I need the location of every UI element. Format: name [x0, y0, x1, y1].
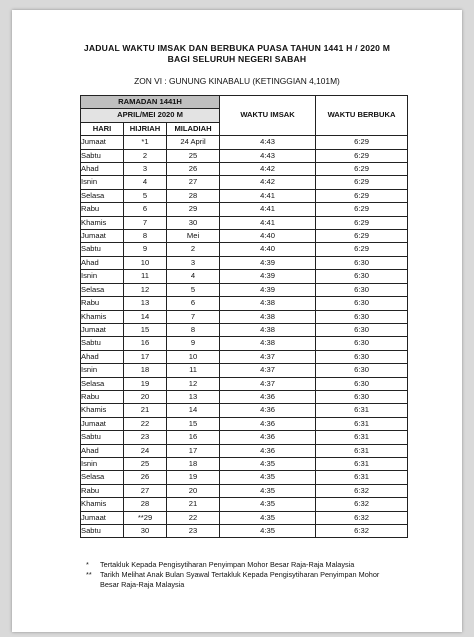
table-row [81, 511, 408, 524]
table-row [81, 216, 408, 229]
day-cell: Sabtu [81, 243, 124, 256]
imsak-time-cell: 4:39 [220, 283, 316, 296]
day-cell: Ahad [81, 444, 124, 457]
berbuka-time-cell: 6:31 [316, 444, 408, 457]
table-row [81, 323, 408, 336]
day-cell: Sabtu [81, 149, 124, 162]
hijriah-cell: 8 [124, 230, 167, 243]
table-row [81, 176, 408, 189]
header-ramadan: RAMADAN 1441H [81, 96, 220, 109]
imsak-time-cell: 4:38 [220, 337, 316, 350]
day-cell: Rabu [81, 484, 124, 497]
berbuka-time-cell: 6:29 [316, 189, 408, 202]
miladiah-cell: 8 [167, 323, 220, 336]
table-row [81, 364, 408, 377]
hijriah-cell: *1 [124, 136, 167, 149]
hijriah-cell: 16 [124, 337, 167, 350]
footnote-mark: * [86, 560, 89, 569]
table-row [81, 230, 408, 243]
imsak-time-cell: 4:35 [220, 498, 316, 511]
day-cell: Selasa [81, 377, 124, 390]
berbuka-time-cell: 6:30 [316, 350, 408, 363]
table-row [81, 189, 408, 202]
berbuka-time-cell: 6:30 [316, 364, 408, 377]
imsak-time-cell: 4:36 [220, 444, 316, 457]
table-row [81, 377, 408, 390]
imsak-time-cell: 4:41 [220, 216, 316, 229]
hijriah-cell: 30 [124, 525, 167, 538]
day-cell: Khamis [81, 216, 124, 229]
miladiah-cell: 5 [167, 283, 220, 296]
hijriah-cell: 7 [124, 216, 167, 229]
berbuka-time-cell: 6:30 [316, 283, 408, 296]
berbuka-time-cell: 6:30 [316, 390, 408, 403]
day-cell: Ahad [81, 163, 124, 176]
day-cell: Selasa [81, 471, 124, 484]
imsak-time-cell: 4:35 [220, 471, 316, 484]
hijriah-cell: 13 [124, 297, 167, 310]
zone-label: ZON VI : GUNUNG KINABALU (KETINGGIAN 4,101M) [134, 76, 340, 86]
hijriah-cell: 5 [124, 189, 167, 202]
table-row [81, 337, 408, 350]
miladiah-cell: 15 [167, 417, 220, 430]
imsak-time-cell: 4:37 [220, 350, 316, 363]
footnote-text: Tarikh Melihat Anak Bulan Syawal Tertakluk Kepada Pengisytiharan Penyimpan Mohor Besar Raja-Raja Malaysia [100, 570, 380, 589]
berbuka-time-cell: 6:30 [316, 337, 408, 350]
miladiah-cell: 23 [167, 525, 220, 538]
berbuka-time-cell: 6:32 [316, 484, 408, 497]
day-cell: Ahad [81, 350, 124, 363]
schedule-table [80, 95, 408, 538]
hijriah-cell: 21 [124, 404, 167, 417]
miladiah-cell: 14 [167, 404, 220, 417]
imsak-time-cell: 4:39 [220, 256, 316, 269]
miladiah-cell: 18 [167, 457, 220, 470]
berbuka-time-cell: 6:30 [316, 270, 408, 283]
day-cell: Sabtu [81, 337, 124, 350]
berbuka-time-cell: 6:29 [316, 203, 408, 216]
day-cell: Jumaat [81, 136, 124, 149]
berbuka-time-cell: 6:30 [316, 297, 408, 310]
imsak-time-cell: 4:36 [220, 404, 316, 417]
day-cell: Selasa [81, 189, 124, 202]
imsak-time-cell: 4:36 [220, 431, 316, 444]
miladiah-cell: 28 [167, 189, 220, 202]
miladiah-cell: Mei [167, 230, 220, 243]
day-cell: Rabu [81, 390, 124, 403]
miladiah-cell: 7 [167, 310, 220, 323]
hijriah-cell: 23 [124, 431, 167, 444]
footnote-text: Tertakluk Kepada Pengisytiharan Penyimpan Mohor Besar Raja-Raja Malaysia [100, 560, 355, 569]
hijriah-cell: 26 [124, 471, 167, 484]
day-cell: Isnin [81, 457, 124, 470]
berbuka-time-cell: 6:30 [316, 310, 408, 323]
imsak-time-cell: 4:43 [220, 136, 316, 149]
document-subtitle: BAGI SELURUH NEGERI SABAH [167, 54, 307, 64]
miladiah-cell: 24 April [167, 136, 220, 149]
table-row [81, 270, 408, 283]
day-cell: Selasa [81, 283, 124, 296]
berbuka-time-cell: 6:30 [316, 377, 408, 390]
day-cell: Rabu [81, 203, 124, 216]
miladiah-cell: 27 [167, 176, 220, 189]
table-row [81, 404, 408, 417]
header-month: APRIL/MEI 2020 M [81, 109, 220, 122]
berbuka-time-cell: 6:32 [316, 525, 408, 538]
table-row [81, 310, 408, 323]
hijriah-cell: 10 [124, 256, 167, 269]
imsak-time-cell: 4:36 [220, 390, 316, 403]
berbuka-time-cell: 6:29 [316, 176, 408, 189]
table-row [81, 444, 408, 457]
table-row [81, 457, 408, 470]
hijriah-cell: 6 [124, 203, 167, 216]
hijriah-cell: 25 [124, 457, 167, 470]
day-cell: Sabtu [81, 431, 124, 444]
miladiah-cell: 20 [167, 484, 220, 497]
miladiah-cell: 21 [167, 498, 220, 511]
header-miladiah: MILADIAH [167, 122, 220, 135]
day-cell: Khamis [81, 310, 124, 323]
footnote [86, 570, 386, 590]
hijriah-cell: **29 [124, 511, 167, 524]
hijriah-cell: 12 [124, 283, 167, 296]
hijriah-cell: 27 [124, 484, 167, 497]
imsak-time-cell: 4:41 [220, 189, 316, 202]
miladiah-cell: 6 [167, 297, 220, 310]
berbuka-time-cell: 6:30 [316, 256, 408, 269]
imsak-time-cell: 4:35 [220, 511, 316, 524]
imsak-time-cell: 4:36 [220, 417, 316, 430]
hijriah-cell: 9 [124, 243, 167, 256]
imsak-time-cell: 4:37 [220, 364, 316, 377]
hijriah-cell: 18 [124, 364, 167, 377]
miladiah-cell: 10 [167, 350, 220, 363]
berbuka-time-cell: 6:31 [316, 417, 408, 430]
header-waktu-imsak: WAKTU IMSAK [220, 96, 316, 136]
imsak-time-cell: 4:35 [220, 457, 316, 470]
imsak-time-cell: 4:39 [220, 270, 316, 283]
hijriah-cell: 20 [124, 390, 167, 403]
day-cell: Jumaat [81, 323, 124, 336]
table-row [81, 498, 408, 511]
table-row [81, 163, 408, 176]
hijriah-cell: 2 [124, 149, 167, 162]
imsak-time-cell: 4:35 [220, 484, 316, 497]
berbuka-time-cell: 6:29 [316, 149, 408, 162]
day-cell: Rabu [81, 297, 124, 310]
imsak-time-cell: 4:42 [220, 163, 316, 176]
berbuka-time-cell: 6:31 [316, 431, 408, 444]
table-row [81, 256, 408, 269]
footnote-mark: ** [86, 570, 92, 579]
imsak-time-cell: 4:41 [220, 203, 316, 216]
header-hari: HARI [81, 122, 124, 135]
imsak-time-cell: 4:38 [220, 310, 316, 323]
imsak-time-cell: 4:35 [220, 525, 316, 538]
table-row [81, 149, 408, 162]
berbuka-time-cell: 6:31 [316, 404, 408, 417]
berbuka-time-cell: 6:29 [316, 230, 408, 243]
day-cell: Jumaat [81, 511, 124, 524]
miladiah-cell: 4 [167, 270, 220, 283]
hijriah-cell: 4 [124, 176, 167, 189]
day-cell: Isnin [81, 364, 124, 377]
table-row [81, 471, 408, 484]
table-row [81, 136, 408, 149]
berbuka-time-cell: 6:32 [316, 511, 408, 524]
miladiah-cell: 9 [167, 337, 220, 350]
day-cell: Isnin [81, 176, 124, 189]
table-row [81, 243, 408, 256]
hijriah-cell: 14 [124, 310, 167, 323]
table-row [81, 484, 408, 497]
hijriah-cell: 11 [124, 270, 167, 283]
table-row [81, 297, 408, 310]
day-cell: Khamis [81, 404, 124, 417]
day-cell: Jumaat [81, 230, 124, 243]
hijriah-cell: 3 [124, 163, 167, 176]
day-cell: Ahad [81, 256, 124, 269]
imsak-time-cell: 4:42 [220, 176, 316, 189]
day-cell: Sabtu [81, 525, 124, 538]
miladiah-cell: 11 [167, 364, 220, 377]
day-cell: Jumaat [81, 417, 124, 430]
berbuka-time-cell: 6:31 [316, 457, 408, 470]
berbuka-time-cell: 6:29 [316, 216, 408, 229]
hijriah-cell: 17 [124, 350, 167, 363]
miladiah-cell: 22 [167, 511, 220, 524]
imsak-time-cell: 4:37 [220, 377, 316, 390]
miladiah-cell: 26 [167, 163, 220, 176]
miladiah-cell: 16 [167, 431, 220, 444]
imsak-time-cell: 4:38 [220, 297, 316, 310]
berbuka-time-cell: 6:31 [316, 471, 408, 484]
imsak-time-cell: 4:43 [220, 149, 316, 162]
table-row [81, 417, 408, 430]
day-cell: Isnin [81, 270, 124, 283]
table-row [81, 350, 408, 363]
hijriah-cell: 19 [124, 377, 167, 390]
header-hijriah: HIJRIAH [124, 122, 167, 135]
miladiah-cell: 13 [167, 390, 220, 403]
miladiah-cell: 30 [167, 216, 220, 229]
day-cell: Khamis [81, 498, 124, 511]
table-row [81, 390, 408, 403]
miladiah-cell: 12 [167, 377, 220, 390]
berbuka-time-cell: 6:30 [316, 323, 408, 336]
hijriah-cell: 24 [124, 444, 167, 457]
document-title: JADUAL WAKTU IMSAK DAN BERBUKA PUASA TAHUN 1441 H / 2020 M [83, 43, 391, 53]
hijriah-cell: 15 [124, 323, 167, 336]
imsak-time-cell: 4:40 [220, 243, 316, 256]
miladiah-cell: 19 [167, 471, 220, 484]
miladiah-cell: 3 [167, 256, 220, 269]
miladiah-cell: 2 [167, 243, 220, 256]
footnotes [86, 560, 386, 590]
imsak-time-cell: 4:40 [220, 230, 316, 243]
table-row [81, 525, 408, 538]
table-row [81, 431, 408, 444]
berbuka-time-cell: 6:29 [316, 163, 408, 176]
footnote [86, 560, 386, 570]
header-waktu-berbuka: WAKTU BERBUKA [316, 96, 408, 136]
table-row [81, 283, 408, 296]
berbuka-time-cell: 6:32 [316, 498, 408, 511]
table-row [81, 203, 408, 216]
miladiah-cell: 25 [167, 149, 220, 162]
miladiah-cell: 29 [167, 203, 220, 216]
berbuka-time-cell: 6:29 [316, 136, 408, 149]
hijriah-cell: 28 [124, 498, 167, 511]
berbuka-time-cell: 6:29 [316, 243, 408, 256]
hijriah-cell: 22 [124, 417, 167, 430]
imsak-time-cell: 4:38 [220, 323, 316, 336]
miladiah-cell: 17 [167, 444, 220, 457]
